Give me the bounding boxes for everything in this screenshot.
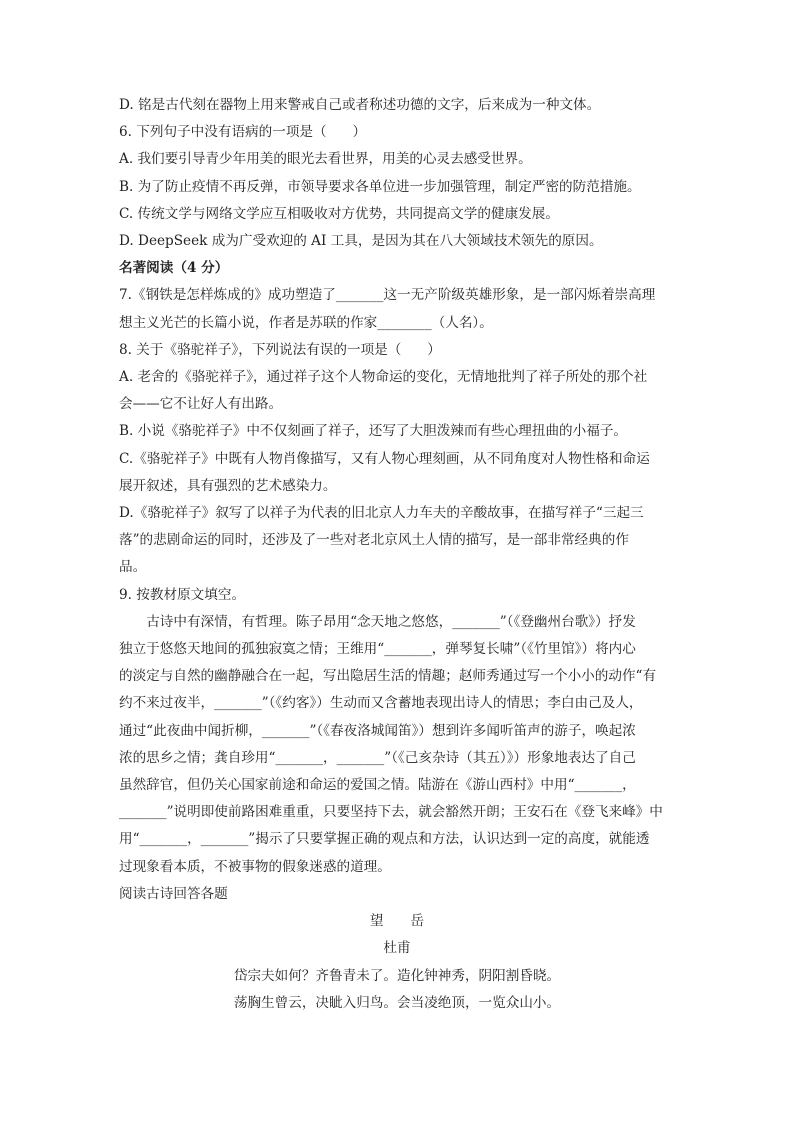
q7-line-2: 想主义光芒的长篇小说，作者是苏联的作家________（人名）。 <box>119 314 493 331</box>
q9-paragraph-line-2: 独立于悠悠天地间的孤独寂寞之情；王维用“_______，弹琴复长啸”（《竹里馆》）将内心 <box>119 641 636 658</box>
q7-line-1: 7.《钢铁是怎样炼成的》成功塑造了_______这一无产阶级英雄形象，是一部闪烁着崇高理 <box>119 287 656 304</box>
q9-paragraph-line-9: 用“_______，_______”揭示了只要掌握正确的观点和方法，认识达到一定的高度，就能透 <box>119 831 650 848</box>
q8-option-d-line-3: 品。 <box>119 559 147 576</box>
q9-paragraph-line-7: 虽然辞官，但仍关心国家前途和命运的爱国之情。陆游在《游山西村》中用“_______， <box>119 777 636 794</box>
q6-option-c: C. 传统文学与网络文学应互相吸收对方优势，共同提高文学的健康发展。 <box>119 205 559 222</box>
page-content <box>119 92 675 1017</box>
q9-paragraph-line-10: 过现象看本质，不被事物的假象迷惑的道理。 <box>119 858 391 875</box>
q8-option-b: B. 小说《骆驼祥子》中不仅刻画了祥子，还写了大胆泼辣而有些心理扭曲的小福子。 <box>119 423 628 440</box>
poem-intro: 阅读古诗回答各题 <box>119 885 228 902</box>
q6-option-b: B. 为了防止疫情不再反弹，市领导要求各单位进一步加强管理，制定严密的防范措施。 <box>119 178 641 195</box>
q5-option-d: D. 铭是古代刻在器物上用来警戒自己或者称述功德的文字，后来成为一种文体。 <box>119 97 601 113</box>
q8-stem: 8. 关于《骆驼祥子》，下列说法有误的一项是（ ） <box>119 341 441 358</box>
poem-line-1: 岱宗夫如何？齐鲁青未了。造化钟神秀，阴阳割昏晓。 <box>233 967 561 984</box>
q8-option-a-line-2: 会——它不让好人有出路。 <box>119 396 283 413</box>
q8-option-c-line-1: C.《骆驼祥子》中既有人物肖像描写，又有人物心理刻画，从不同角度对人物性格和命运 <box>119 450 650 467</box>
q9-paragraph-line-1: 古诗中有深情，有哲理。陈子昂用“念天地之悠悠，_______”（《登幽州台歌》）抒发 <box>146 613 636 630</box>
q9-paragraph-line-6: 浓的思乡之情；龚自珍用“_______，_______”（《己亥杂诗（其五）》）形象地表达了自己 <box>119 749 636 766</box>
section-title: 名著阅读（4 分） <box>119 260 229 277</box>
q9-stem: 9. 按教材原文填空。 <box>119 586 246 603</box>
q9-paragraph-line-8: _______”说明即使前路困难重重，只要坚持下去，就会豁然开朗；王安石在《登飞来峰》中 <box>119 804 663 821</box>
q8-option-d-line-1: D.《骆驼祥子》叙写了以祥子为代表的旧北京人力车夫的辛酸故事，在描写祥子“三起三 <box>119 505 644 522</box>
q6-option-d: D. DeepSeek 成为广受欢迎的 AI 工具，是因为其在八大领域技术领先的原因。 <box>119 233 603 250</box>
q9-paragraph-line-4: 约不来过夜半，_______”（《约客》）生动而又含蓄地表现出诗人的情思；李白由己及人， <box>119 695 643 712</box>
q9-paragraph-line-3: 的淡定与自然的幽静融合在一起，写出隐居生活的情趣；赵师秀通过写一个小小的动作“有 <box>119 668 657 685</box>
poem-title: 望岳 <box>369 913 452 930</box>
poem-author: 杜甫 <box>383 940 411 957</box>
q9-paragraph-line-5: 通过“此夜曲中闻折柳，_______”（《春夜洛城闻笛》）想到许多闻听笛声的游子，唤起浓 <box>119 722 636 739</box>
q8-option-d-line-2: 落”的悲剧命运的同时，还涉及了一些对老北京风土人情的描写，是一部非常经典的作 <box>119 532 629 549</box>
q8-option-a-line-1: A. 老舍的《骆驼祥子》，通过祥子这个人物命运的变化，无情地批判了祥子所处的那个社 <box>119 369 648 386</box>
poem-line-2: 荡胸生曾云，决眦入归鸟。会当凌绝顶，一览众山小。 <box>233 994 561 1011</box>
q6-option-a: A. 我们要引导青少年用美的眼光去看世界，用美的心灵去感受世界。 <box>119 151 532 168</box>
q8-option-c-line-2: 展开叙述，具有强烈的艺术感染力。 <box>119 477 337 494</box>
q6-stem: 6. 下列句子中没有语病的一项是（ ） <box>119 124 367 141</box>
